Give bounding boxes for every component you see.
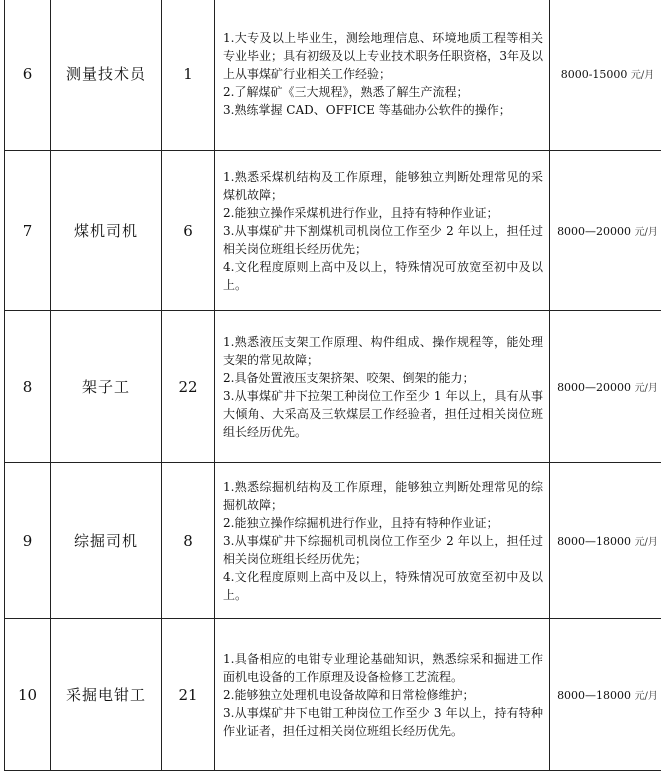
requirement-item: 3.从事煤矿井下割煤机司机岗位工作至少 2 年以上，担任过相关岗位班组长经历优先； — [223, 223, 543, 256]
table-row — [5, 151, 661, 311]
position-name: 煤机司机 — [51, 151, 162, 311]
headcount: 6 — [162, 151, 215, 311]
salary-range: 8000—18000 — [557, 689, 632, 702]
requirements-cell — [215, 463, 550, 619]
requirement-item: 2.能够独立处理机电设备故障和日常检修维护； — [223, 687, 475, 702]
requirement-item: 2.具备处置液压支架挤架、咬架、倒架的能力； — [223, 370, 475, 385]
salary-cell — [550, 151, 661, 311]
salary-unit: 元/月 — [634, 691, 658, 702]
headcount: 1 — [162, 0, 215, 151]
recruitment-table — [4, 0, 661, 771]
headcount: 22 — [162, 311, 215, 463]
requirement-item: 2.能独立操作采煤机进行作业，且持有特种作业证； — [223, 205, 499, 220]
salary-cell — [550, 619, 661, 771]
requirement-item: 1.熟悉液压支架工作原理、构件组成、操作规程等，能处理支架的常见故障； — [223, 334, 543, 367]
table-row — [5, 463, 661, 619]
position-name: 综掘司机 — [51, 463, 162, 619]
requirement-item: 3.从事煤矿井下拉架工种岗位工作至少 1 年以上，具有从事大倾角、大采高及三软煤层工作经验者，担任过相关岗位班组长经历优先。 — [223, 388, 543, 439]
salary-unit: 元/月 — [634, 537, 658, 548]
row-number: 6 — [5, 0, 51, 151]
row-number: 10 — [5, 619, 51, 771]
row-number: 8 — [5, 311, 51, 463]
salary-range: 8000—18000 — [557, 535, 632, 548]
requirement-item: 3.熟练掌握 CAD、OFFICE 等基础办公软件的操作； — [223, 102, 511, 117]
requirement-item: 1.具备相应的电钳专业理论基础知识，熟悉综采和掘进工作面机电设备的工作原理及设备检修工艺流程。 — [223, 651, 543, 684]
salary-unit: 元/月 — [630, 70, 655, 81]
salary-range: 8000—20000 — [557, 225, 632, 238]
requirement-item: 3.从事煤矿井下电钳工种岗位工作至少 3 年以上，持有特种作业证者，担任过相关岗位班组长经历优先。 — [223, 705, 543, 738]
position-name: 测量技术员 — [51, 0, 162, 151]
requirements-cell — [215, 311, 550, 463]
headcount: 21 — [162, 619, 215, 771]
requirement-item: 1.熟悉综掘机结构及工作原理，能够独立判断处理常见的综掘机故障； — [223, 479, 543, 512]
headcount: 8 — [162, 463, 215, 619]
position-name: 架子工 — [51, 311, 162, 463]
requirement-item: 1.大专及以上毕业生，测绘地理信息、环境地质工程等相关专业毕业；具有初级及以上专业技术职务任职资格，3年及以上从事煤矿行业相关工作经验； — [223, 30, 543, 81]
requirement-item: 2.了解煤矿《三大规程》，熟悉了解生产流程； — [223, 84, 469, 99]
requirement-item: 1.熟悉采煤机结构及工作原理，能够独立判断处理常见的采煤机故障； — [223, 169, 543, 202]
salary-range: 8000—20000 — [557, 381, 632, 394]
requirement-item: 2.能独立操作综掘机进行作业，且持有特种作业证； — [223, 515, 499, 530]
table-row — [5, 0, 661, 151]
salary-cell — [550, 311, 661, 463]
requirement-item: 4.文化程度原则上高中及以上，特殊情况可放宽至初中及以上。 — [223, 569, 543, 602]
requirements-cell — [215, 0, 550, 151]
requirement-item: 4.文化程度原则上高中及以上，特殊情况可放宽至初中及以上。 — [223, 259, 543, 292]
requirement-item: 3.从事煤矿井下综掘机司机岗位工作至少 2 年以上，担任过相关岗位班组长经历优先； — [223, 533, 543, 566]
table-row — [5, 311, 661, 463]
requirements-cell — [215, 619, 550, 771]
row-number: 9 — [5, 463, 51, 619]
table-row — [5, 619, 661, 771]
requirements-cell — [215, 151, 550, 311]
salary-unit: 元/月 — [634, 227, 658, 238]
salary-range: 8000-15000 — [560, 68, 628, 81]
salary-cell — [550, 463, 661, 619]
position-name: 采掘电钳工 — [51, 619, 162, 771]
row-number: 7 — [5, 151, 51, 311]
salary-cell — [550, 0, 661, 151]
salary-unit: 元/月 — [634, 383, 658, 394]
